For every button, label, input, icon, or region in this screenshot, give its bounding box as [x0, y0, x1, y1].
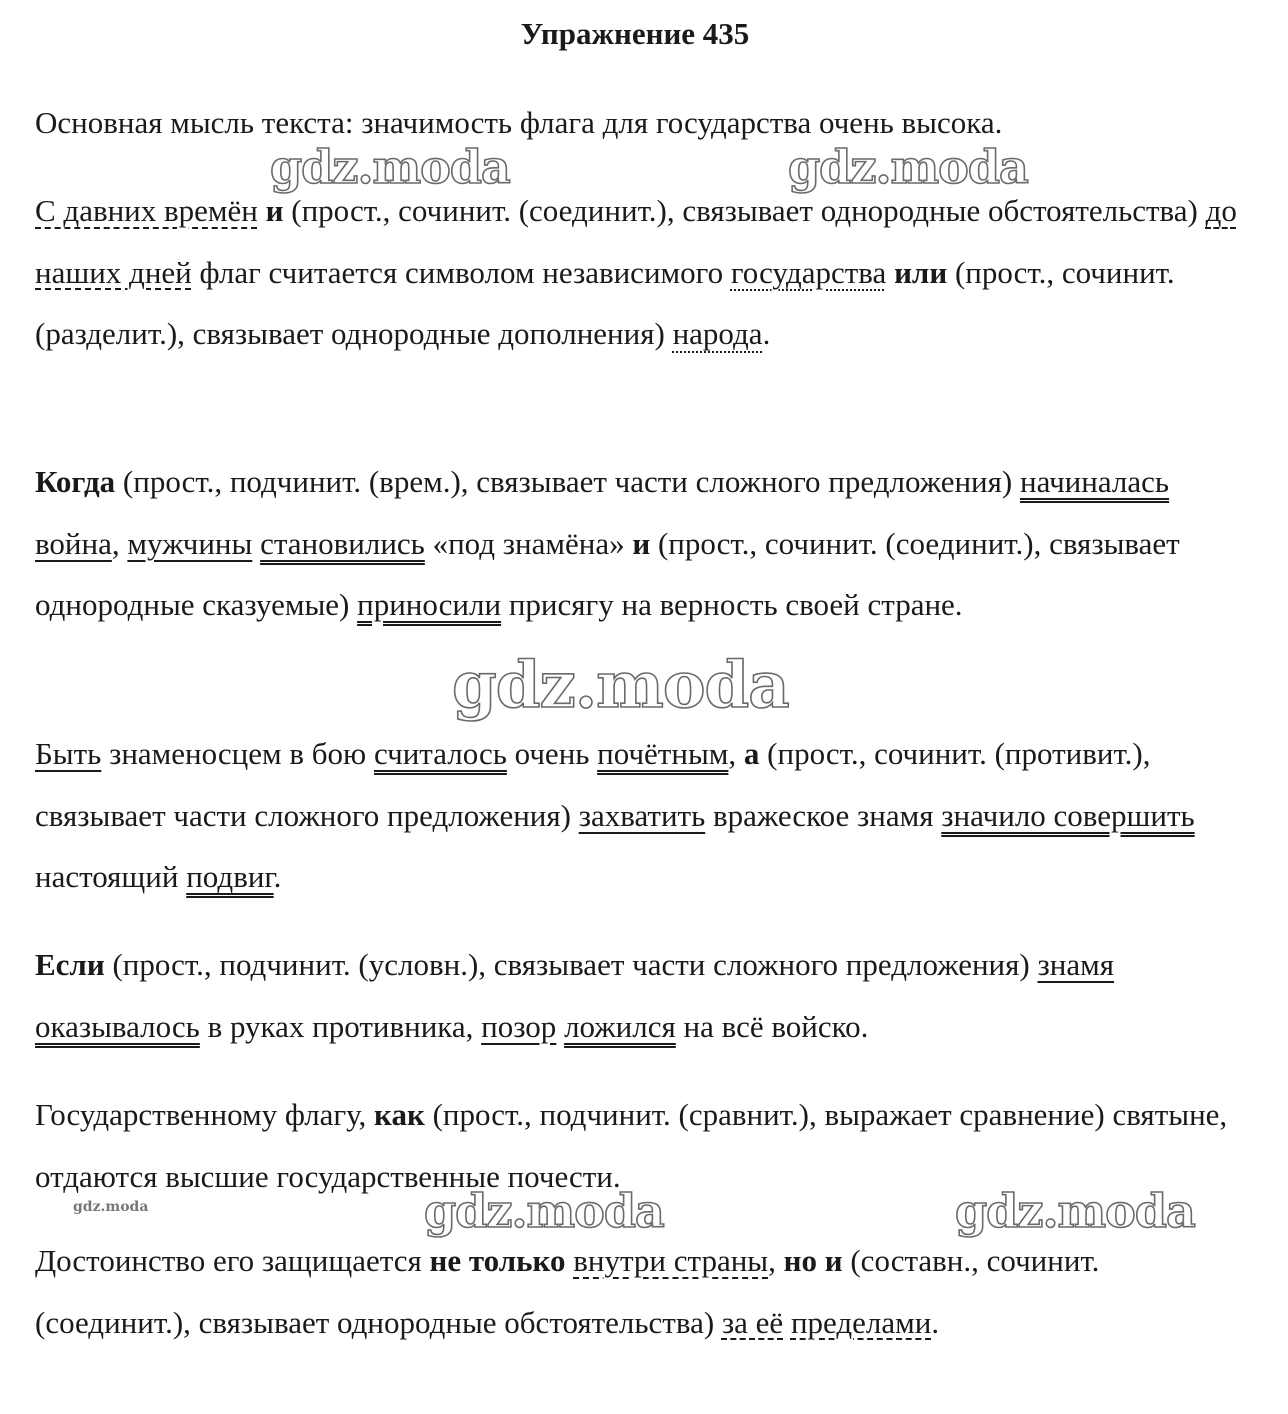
- text-span: знаменосцем в бою: [101, 736, 374, 771]
- conjunction: или: [894, 254, 948, 290]
- subject-word: захватить: [578, 797, 706, 833]
- text-span: [886, 255, 894, 290]
- predicate-word: становились: [260, 525, 425, 561]
- text-span: «под знамёна»: [424, 525, 633, 561]
- text-span: (прост., сочинит. (разделит.), связывает однородные дополнения): [35, 254, 1175, 351]
- text-span: .: [931, 1304, 940, 1340]
- conjunction: но и: [783, 1243, 843, 1278]
- conjunction: не только: [429, 1243, 566, 1278]
- subject-word: позор: [481, 1008, 557, 1044]
- text-span: (прост., подчинит. (сравнит.), выражает сравнение) святыне, отдаются высшие государственные почести.: [35, 1097, 1228, 1194]
- predicate-word: начиналась: [1019, 464, 1170, 499]
- paragraph-1: [35, 180, 1260, 365]
- watermark: gdz.moda: [270, 140, 510, 194]
- paragraph-2: [35, 451, 1260, 636]
- conjunction: как: [374, 1097, 425, 1132]
- predicate-word: оказывалось: [35, 1008, 200, 1044]
- text-span: (составн., сочинит. (соединит.), связывает однородные обстоятельства): [35, 1243, 1100, 1340]
- text-span: .: [762, 316, 771, 351]
- text-span: вражеское знамя: [705, 797, 942, 833]
- predicate-word: ложился: [564, 1008, 676, 1044]
- text-span: (прост., подчинит. (условн.), связывает части сложного предложения): [104, 947, 1038, 982]
- text-span: (прост., сочинит. (соединит.), связывает однородные обстоятельства): [283, 193, 1206, 228]
- text-span: .: [273, 859, 282, 894]
- object-word: народа: [672, 316, 763, 351]
- main-idea: [35, 92, 1260, 154]
- text-span: флаг считается символом независимого: [191, 254, 731, 290]
- text-span: (прост., сочинит. (соединит.), связывает однородные сказуемые): [35, 525, 1180, 622]
- predicate-word: приносили: [357, 587, 502, 622]
- conjunction: и: [265, 193, 284, 228]
- text-span: ,: [111, 525, 128, 561]
- watermark: gdz.moda: [788, 140, 1028, 194]
- watermark: gdz.moda: [955, 1184, 1195, 1238]
- predicate-word: подвиг: [186, 859, 274, 894]
- paragraph-6: [35, 1230, 1260, 1353]
- text-span: ,: [768, 1243, 784, 1278]
- watermark: gdz.moda: [452, 648, 789, 723]
- watermark-small: gdz.moda: [73, 1199, 149, 1215]
- exercise-title: Упражнение 435: [520, 16, 750, 51]
- object-word: государства: [730, 254, 887, 290]
- text-span: на всё войско.: [675, 1008, 869, 1044]
- text-span: присягу на верность своей стране.: [501, 587, 963, 622]
- main-idea-text: Основная мысль текста: значимость флага для государства очень высока.: [35, 105, 1003, 140]
- adverbial-phrase: С давних времён: [35, 193, 258, 228]
- text-span: очень: [506, 736, 598, 771]
- conjunction: и: [632, 525, 651, 561]
- text-span: Достоинство его защищается: [35, 1243, 430, 1278]
- adverbial-phrase: внутри страны: [573, 1243, 769, 1278]
- text-span: [783, 1305, 791, 1340]
- subject-word: знамя: [1037, 947, 1114, 982]
- text-span: [252, 526, 260, 561]
- subject-word: война: [35, 525, 112, 561]
- text-span: [258, 193, 266, 228]
- subject-word: мужчины: [127, 525, 253, 561]
- adverbial-phrase: за её: [721, 1304, 784, 1340]
- conjunction: Если: [35, 947, 105, 982]
- paragraph-3: [35, 723, 1260, 908]
- predicate-word: почётным: [597, 736, 729, 771]
- conjunction: Когда: [35, 464, 116, 499]
- subject-word: Быть: [35, 736, 102, 771]
- predicate-word: считалось: [373, 736, 507, 771]
- text-span: в руках противника,: [199, 1008, 482, 1044]
- text-span: Государственному флагу,: [35, 1097, 375, 1132]
- text-span: настоящий: [35, 859, 187, 894]
- text-span: (прост., сочинит. (противит.), связывает части сложного предложения): [35, 736, 1151, 833]
- adverbial-phrase: пределами: [790, 1304, 932, 1340]
- text-span: ,: [728, 736, 744, 771]
- conjunction: а: [743, 736, 760, 771]
- adverbial-phrase: до наших дней: [35, 193, 1237, 290]
- paragraph-4: [35, 934, 1260, 1057]
- predicate-word: значило совершить: [941, 797, 1195, 833]
- watermark: gdz.moda: [424, 1184, 664, 1238]
- text-span: (прост., подчинит. (врем.), связывает части сложного предложения): [115, 464, 1020, 499]
- text-span: [556, 1009, 564, 1044]
